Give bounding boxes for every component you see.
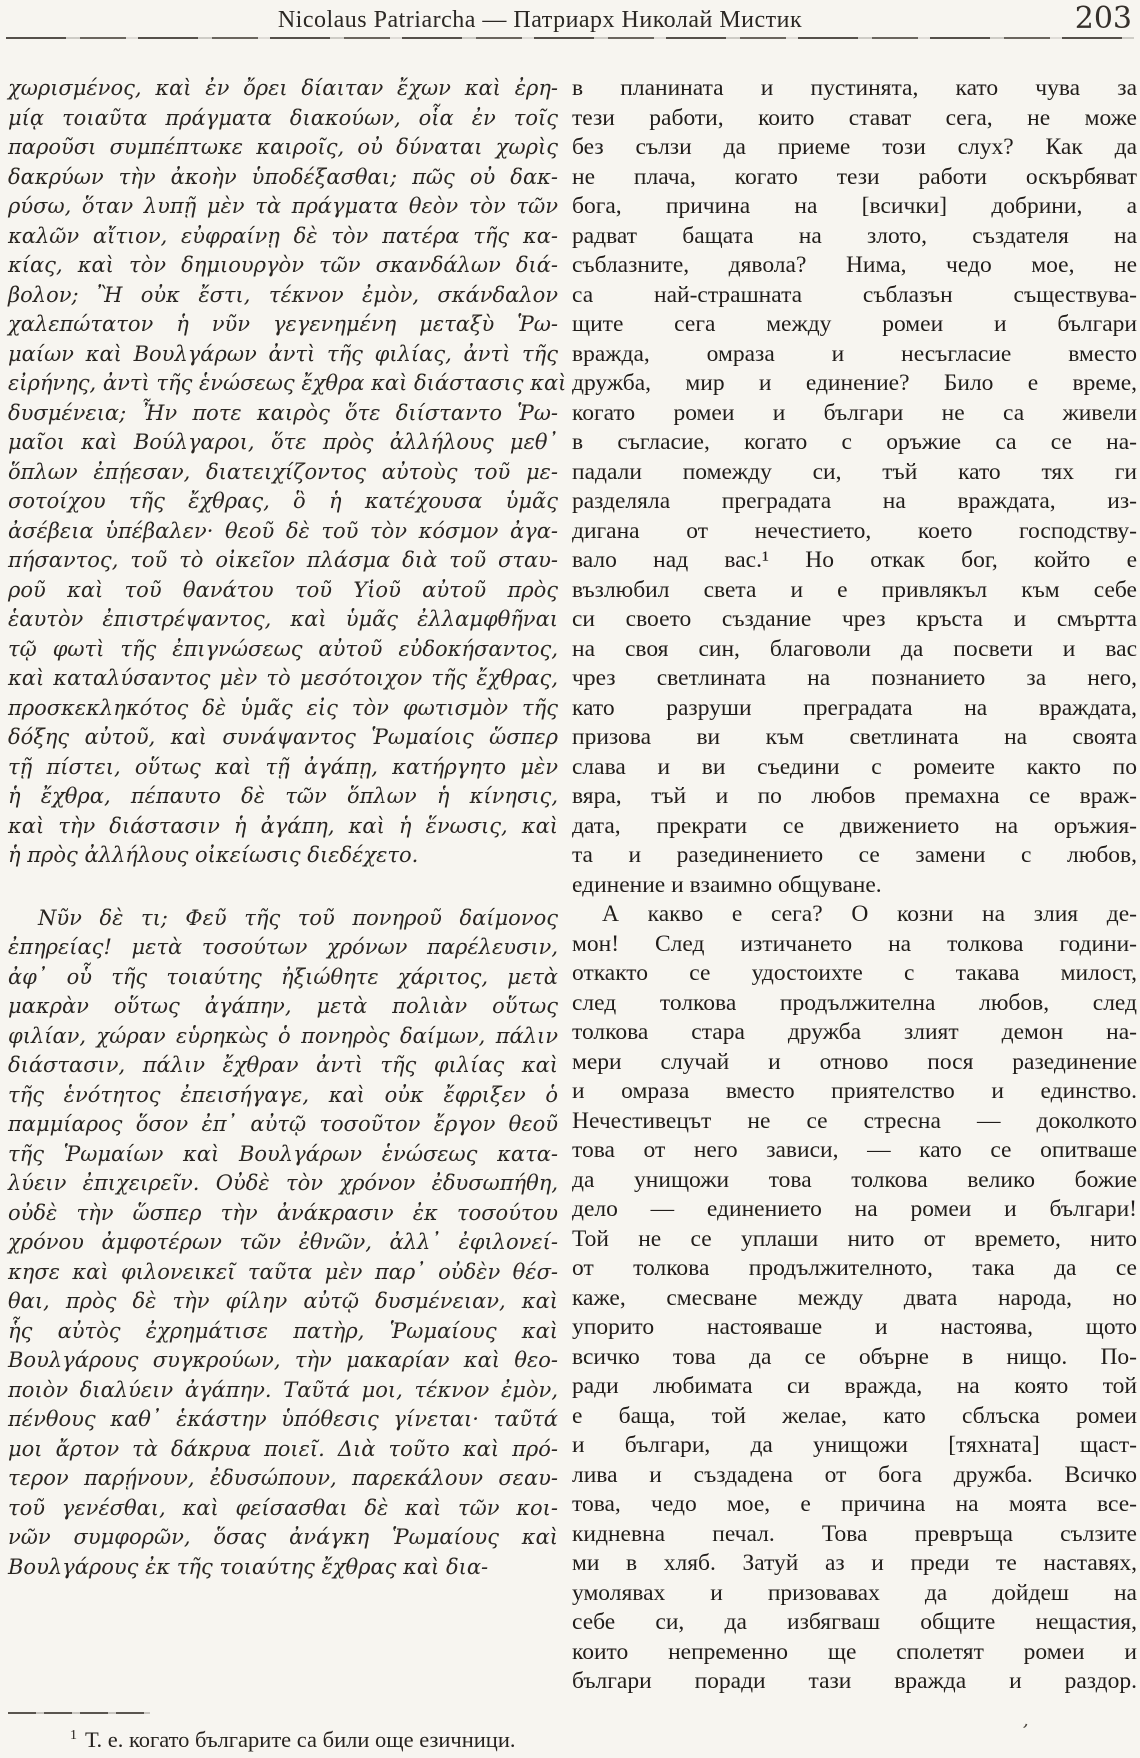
text-line: като разруши преградата на враждата, bbox=[572, 694, 1137, 721]
text-line: χαλεπώτατον ἡ νῦν γεγενημένη μεταξὺ Ῥω- bbox=[8, 312, 558, 336]
text-line: себе си, да избягваш общите нещастия, bbox=[572, 1609, 1137, 1635]
text-line: съблазните, дявола? Нима, чедо мое, не bbox=[572, 252, 1137, 278]
text-line: това от него зависи, — като се опитваше bbox=[572, 1137, 1137, 1163]
text-line: δακρύων τὴν ἀκοὴν ὑποδέξασθαι; πῶς οὐ δακ- bbox=[8, 164, 558, 189]
footnote-text: Т. е. когато българите са били още езичници. bbox=[85, 1727, 516, 1752]
text-line: призова ви към светлината на своята bbox=[572, 724, 1137, 750]
text-line: κησε καὶ φιλονεικεῖ ταῦτα μὲν παρ᾽ οὐδὲν θέσ- bbox=[8, 1259, 558, 1284]
paragraph bbox=[572, 74, 1137, 900]
text-line: на своя син, благоволи да посвети и вас bbox=[572, 635, 1137, 662]
text-line: οὐδὲ τὴν ὥσπερ τὴν ἀνάκρασιν ἐκ τοσούτου bbox=[8, 1200, 558, 1225]
text-line: упорито настояваше и настоява, щото bbox=[572, 1314, 1137, 1340]
text-line: ἧς αὐτὸς ἐχρημάτισε πατὴρ, Ῥωμαίους καὶ bbox=[8, 1318, 558, 1343]
text-line: ради любимата си вражда, на която той bbox=[572, 1373, 1137, 1399]
text-line: та и разединението се замени с любов, bbox=[572, 842, 1137, 868]
text-line: τερον παρῄνουν, ἐδυσώπουν, παρεκάλουν σεαυ- bbox=[8, 1466, 558, 1490]
text-line: толкова стара дружба злият демон на- bbox=[572, 1019, 1137, 1045]
text-line: дело — единението на ромеи и българи! bbox=[572, 1196, 1137, 1222]
text-line: ροῦ καὶ τοῦ θανάτου τοῦ Υἱοῦ αὐτοῦ πρὸς bbox=[8, 577, 558, 602]
text-line: καὶ καταλύσαντος μὲν τὸ μεσότοιχον τῆς ἔχθρας, bbox=[8, 666, 558, 690]
text-line: българи поради тази вражда и раздор. bbox=[572, 1668, 1137, 1694]
scan-artifact: ‚ bbox=[1021, 1709, 1032, 1732]
text-line: кидневна печал. Това превръща сълзите bbox=[572, 1520, 1137, 1547]
text-line: ἡ ἔχθρα, πέπαυτο δὲ τῶν ὅπλων ἡ κίνησις, bbox=[8, 784, 558, 808]
text-line: без сълзи да приеме този слух? Как да bbox=[572, 134, 1137, 160]
text-line: когато ромеи и българи не са живели bbox=[572, 399, 1137, 426]
text-line: тези работи, които стават сега, не може bbox=[572, 104, 1137, 131]
text-line: вало над вас.¹ Но откак бог, който е bbox=[572, 547, 1137, 573]
text-line: са най-страшната съблазън съществува- bbox=[572, 281, 1137, 308]
text-line: Βουλγάρους ἐκ τῆς τοιαύτης ἔχθρας καὶ δια- bbox=[8, 1554, 489, 1579]
text-line: падали помежду си, тъй като тях ги bbox=[572, 458, 1137, 485]
text-line: разделяла преградата на враждата, из- bbox=[572, 488, 1137, 514]
text-line: възлюбил света и е привлякъл към себе bbox=[572, 576, 1137, 603]
text-line: μίᾳ τοιαῦτα πράγματα διακούων, οἷα ἐν τοῖς bbox=[8, 105, 558, 130]
text-line: Той не се уплаши нито от времето, нито bbox=[572, 1225, 1137, 1252]
text-line: А какво е сега? О козни на злия де- bbox=[602, 901, 1137, 927]
text-line: τῷ φωτὶ τῆς ἐπιγνώσεως αὐτοῦ εὐδοκήσαντος, bbox=[8, 636, 558, 661]
text-line: това, чедо мое, е причина на моята все- bbox=[572, 1491, 1137, 1517]
text-line: νῶν συμφορῶν, ὅσας ἀνάγκη Ῥωμαίους καὶ bbox=[8, 1525, 558, 1549]
text-line: λύειν ἐπιχειρεῖν. Οὐδὲ τὸν χρόνον ἐδυσωπήθη, bbox=[8, 1171, 558, 1195]
text-line: καλῶν αἴτιον, εὐφραίνῃ δὲ τὸν πατέρα τῆς κα- bbox=[8, 223, 558, 248]
text-line: σοτοίχου τῆς ἔχθρας, ὃ ἡ κατέχουσα ὑμᾶς bbox=[8, 489, 558, 513]
text-line: πένθους καθ᾽ ἑκάστην ὑπόθεσις γίνεται· ταῦτά bbox=[8, 1407, 558, 1431]
text-line: τῆς ἑνότητος ἐπεισήγαγε, καὶ οὐκ ἔφριξεν ὁ bbox=[8, 1082, 558, 1107]
text-line: ρύσω, ὅταν λυπῇ μὲν τὰ πράγματα θεὸν τὸν τῶν bbox=[8, 194, 558, 218]
text-line: мон! След изтичането на толкова години- bbox=[572, 930, 1137, 957]
bulgarian-text-column bbox=[572, 74, 1137, 1697]
text-line: в планината и пустинята, като чува за bbox=[572, 75, 1137, 101]
text-line: лива и създадена от бога дружба. Всичко bbox=[572, 1461, 1137, 1488]
text-line: си своето създание чрез кръста и смъртта bbox=[572, 606, 1137, 632]
text-line: след толкова продължителна любов, след bbox=[572, 989, 1137, 1016]
text-line: μοι ἄρτον τὰ δάκρυα ποιεῖ. Διὰ τοῦτο καὶ πρό- bbox=[8, 1436, 558, 1461]
text-line: умолявах и призовавах да дойдеш на bbox=[572, 1579, 1137, 1606]
text-line: βολον; Ἢ οὐκ ἔστι, τέκνον ἐμὸν, σκάνδαλον bbox=[8, 282, 558, 307]
footnote-separator-rule bbox=[8, 1712, 150, 1714]
text-line: радват бащата на злото, създателя на bbox=[572, 222, 1137, 249]
text-line: πήσαντος, τοῦ τὸ οἰκεῖον πλάσμα διὰ τοῦ σταυ- bbox=[8, 548, 558, 572]
text-line: мери случай и отново пося разединение bbox=[572, 1048, 1137, 1075]
text-line: χρόνου ἀμφοτέρων τῶν ἐθνῶν, ἀλλ᾽ ἐφιλονεί- bbox=[8, 1230, 558, 1254]
text-line: щите сега между ромеи и българи bbox=[572, 311, 1137, 337]
text-line: προσκεκληκότος δὲ ὑμᾶς εἰς τὸν φωτισμὸν τῆς bbox=[8, 695, 558, 720]
text-line: слава и ви съедини с ромеите както по bbox=[572, 753, 1137, 780]
text-line: ποιὸν διαλύειν ἀγάπην. Ταῦτά μοι, τέκνον ἐμὸν, bbox=[8, 1377, 558, 1402]
paragraph bbox=[572, 900, 1137, 1697]
text-line: δόξης αὐτοῦ, καὶ συνάψαντος Ῥωμαίοις ὥσπερ bbox=[8, 725, 558, 749]
text-line: не плача, когато тези работи оскърбяват bbox=[572, 163, 1137, 190]
text-line: е баща, той желае, като сблъска ромеи bbox=[572, 1402, 1137, 1429]
text-line: ὅπλων ἐπῄεσαν, διατειχίζοντος αὐτοὺς τοῦ με- bbox=[8, 459, 558, 484]
footnote bbox=[70, 1727, 516, 1753]
text-line: дата, прекрати се движението на оръжия- bbox=[572, 812, 1137, 839]
text-line: откакто се удостоихте с такава милост, bbox=[572, 960, 1137, 986]
text-line: τῇ πίστει, οὕτως καὶ τῇ ἀγάπῃ, κατήργητο μὲν bbox=[8, 754, 558, 779]
header-rule bbox=[6, 37, 1134, 39]
text-line: ἑαυτὸν ἐπιστρέψαντος, καὶ ὑμᾶς ἐλλαμφθῆναι bbox=[8, 607, 558, 631]
text-line: μακρὰν οὕτως ἀγάπην, μετὰ πολιὰν οὕτως bbox=[8, 994, 558, 1018]
text-line: всичко това да се обърне в нищо. По- bbox=[572, 1343, 1137, 1370]
text-line: бога, причина на [всички] добрини, а bbox=[572, 193, 1137, 219]
text-line: от толкова продължителното, така да се bbox=[572, 1255, 1137, 1281]
text-line: единение и взаимно общуване. bbox=[572, 871, 882, 898]
text-line: χωρισμένος, καὶ ἐν ὄρει δίαιταν ἔχων καὶ ἐρη- bbox=[8, 76, 558, 100]
text-line: παροῦσι συμπέπτωκε καιροῖς, οὐ δύναται χωρὶς bbox=[8, 135, 558, 159]
text-line: каже, смесване между двата народа, но bbox=[572, 1284, 1137, 1311]
text-line: да унищожи това толкова велико божие bbox=[572, 1166, 1137, 1193]
text-line: вражда, омраза и несъгласие вместо bbox=[572, 340, 1137, 367]
text-line: Νῦν δὲ τι; Φεῦ τῆς τοῦ πονηροῦ δαίμονος bbox=[38, 905, 558, 930]
text-line: ми в хляб. Затуй аз и преди те наставях, bbox=[572, 1550, 1137, 1576]
text-line: които непременно ще сполетят ромеи и bbox=[572, 1638, 1137, 1665]
text-line: вяра, тъй и по любов премахна се враж- bbox=[572, 783, 1137, 809]
text-line: κίας, καὶ τὸν δημιουργὸν τῶν σκανδάλων διά- bbox=[8, 253, 558, 277]
paragraph bbox=[8, 74, 567, 871]
footnote-marker: 1 bbox=[70, 1727, 77, 1743]
text-line: и българи, да унищожи [тяхната] щаст- bbox=[572, 1432, 1137, 1458]
greek-text-column bbox=[8, 74, 567, 1582]
text-line: μαίων καὶ Βουλγάρων ἀντὶ τῆς φιλίας, ἀντὶ τῆς bbox=[8, 341, 558, 366]
text-line: εἰρήνης, ἀντὶ τῆς ἑνώσεως ἔχθρα καὶ διάστασις καὶ bbox=[8, 371, 567, 395]
text-line: дружба, мир и единение? Било е време, bbox=[572, 370, 1137, 396]
text-line: ἐπηρείας! μετὰ τοσούτων χρόνων παρέλευσιν, bbox=[8, 935, 558, 959]
text-line: θαι, πρὸς δὲ τὴν φίλην αὐτῷ δυσμένειαν, καὶ bbox=[8, 1289, 558, 1313]
text-line: παμμίαρος ὅσον ἐπ᾽ αὐτῷ τοσοῦτον ἔργον θεοῦ bbox=[8, 1112, 558, 1136]
text-line: Βουλγάρους συγκρούων, τὴν μακαρίαν καὶ θεο- bbox=[8, 1348, 558, 1372]
text-line: διάστασιν, πάλιν ἔχθραν ἀντὶ τῆς φιλίας καὶ bbox=[8, 1053, 558, 1077]
text-line: ἀφ᾽ οὗ τῆς τοιαύτης ἠξιώθητε χάριτος, μετὰ bbox=[8, 964, 558, 989]
text-line: δυσμένεια; Ἦν ποτε καιρὸς ὅτε διίσταντο Ῥω- bbox=[8, 400, 558, 425]
text-line: μαῖοι καὶ Βούλγαροι, ὅτε πρὸς ἀλλήλους μεθ᾽ bbox=[8, 430, 558, 454]
text-line: в съгласие, когато с оръжие са се на- bbox=[572, 429, 1137, 455]
text-line: дигана от нечестието, което господству- bbox=[572, 517, 1137, 544]
page-title: Nicolaus Patriarcha — Патриарх Николай Мистик bbox=[277, 7, 803, 33]
text-line: чрез светлината на познанието за него, bbox=[572, 665, 1137, 691]
text-line: τοῦ γενέσθαι, καὶ φείσασθαι δὲ καὶ τῶν κοι- bbox=[8, 1495, 558, 1520]
paragraph bbox=[8, 904, 558, 1583]
text-line: ἀσέβεια ὑπέβαλεν· θεοῦ δὲ τοῦ τὸν κόσμον ἀγα- bbox=[8, 518, 558, 543]
text-line: ἡ πρὸς ἀλλήλους οἰκείωσις διεδέχετο. bbox=[8, 843, 419, 867]
text-line: καὶ τὴν διάστασιν ἡ ἀγάπη, καὶ ἡ ἕνωσις, καὶ bbox=[8, 813, 558, 838]
page-number: 203 bbox=[1074, 1, 1132, 36]
text-line: τῆς Ῥωμαίων καὶ Βουλγάρων ἑνώσεως κατα- bbox=[8, 1141, 558, 1166]
text-line: Нечестивецът не се стресна — доколкото bbox=[572, 1107, 1137, 1134]
text-line: φιλίαν, χώραν εὑρηκὼς ὁ πονηρὸς δαίμων, πάλιν bbox=[8, 1023, 558, 1048]
text-line: и омраза вместо приятелство и единство. bbox=[572, 1078, 1137, 1104]
